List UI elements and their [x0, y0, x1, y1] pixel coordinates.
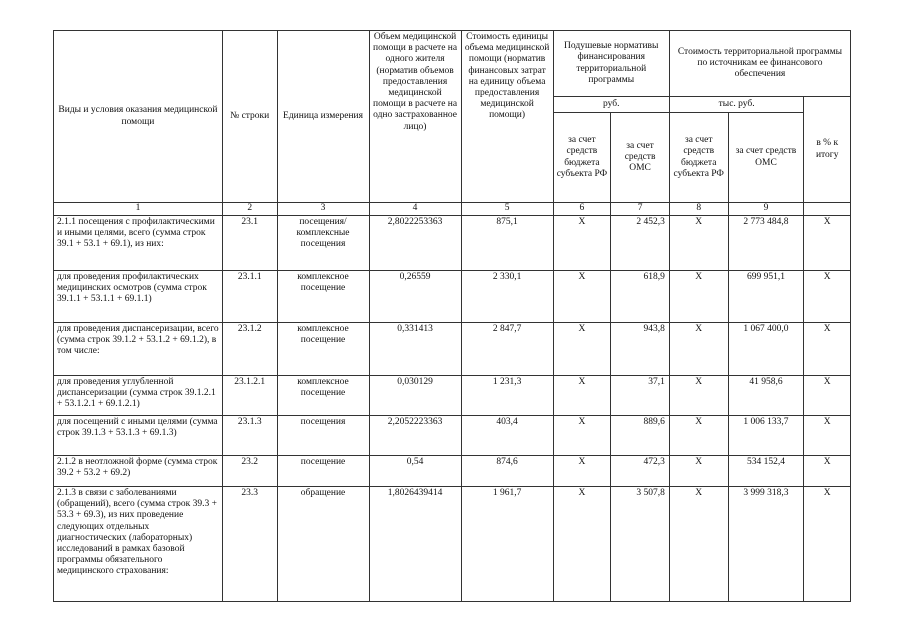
row-oms-thousand: 2 773 484,8 [728, 216, 804, 271]
column-number: 7 [611, 203, 670, 216]
row-budget-rub: Х [553, 216, 611, 271]
row-percent: Х [804, 416, 851, 456]
table-row [54, 487, 851, 602]
row-oms-rub: 618,9 [611, 271, 670, 323]
row-budget-rub: Х [553, 376, 611, 416]
header-unit-thousand-rub: тыс. руб. [669, 97, 804, 113]
row-unit-cost: 875,1 [461, 216, 553, 271]
column-number: 8 [669, 203, 728, 216]
row-oms-rub: 472,3 [611, 456, 670, 487]
row-oms-thousand: 699 951,1 [728, 271, 804, 323]
row-line-number: 23.1 [222, 216, 277, 271]
row-oms-thousand: 1 067 400,0 [728, 323, 804, 376]
header-oms-rub: за счет средств ОМС [611, 113, 670, 203]
header-row-no: № строки [222, 31, 277, 203]
row-volume: 2,2052223363 [369, 416, 461, 456]
row-percent: Х [804, 376, 851, 416]
header-budget-th: за счет средств бюджета субъекта РФ [669, 113, 728, 203]
row-oms-thousand: 3 999 318,3 [728, 487, 804, 602]
row-oms-rub: 889,6 [611, 416, 670, 456]
header-program-cost: Стоимость территориальной программы по источникам ее финансового обеспечения [669, 31, 850, 97]
row-unit: комплексное посещение [277, 376, 369, 416]
column-number: 6 [553, 203, 611, 216]
table-row [54, 376, 851, 416]
row-oms-rub: 37,1 [611, 376, 670, 416]
row-oms-rub: 3 507,8 [611, 487, 670, 602]
row-unit: комплексное посещение [277, 323, 369, 376]
row-percent: Х [804, 271, 851, 323]
table-body [54, 216, 851, 602]
row-name: для проведения углубленной диспансеризации (сумма строк 39.1.2.1 + 53.1.2.1 + 69.1.2.1) [54, 376, 223, 416]
table-row [54, 323, 851, 376]
header-budget-rub: за счет средств бюджета субъекта РФ [553, 113, 611, 203]
row-unit-cost: 2 330,1 [461, 271, 553, 323]
row-unit-cost: 1 231,3 [461, 376, 553, 416]
header-volume: Объем медицинской помощи в расчете на одного жителя (норматив объемов предоставления медицинской помощи в расчете на одно застрахованное лицо) [369, 31, 461, 203]
row-name: для посещений с иными целями (сумма строк 39.1.3 + 53.1.3 + 69.1.3) [54, 416, 223, 456]
row-unit: посещения [277, 416, 369, 456]
row-oms-thousand: 41 958,6 [728, 376, 804, 416]
row-oms-thousand: 534 152,4 [728, 456, 804, 487]
row-unit-cost: 403,4 [461, 416, 553, 456]
column-number: 2 [222, 203, 277, 216]
row-line-number: 23.3 [222, 487, 277, 602]
table-row [54, 271, 851, 323]
row-budget-thousand: Х [669, 456, 728, 487]
row-percent: Х [804, 323, 851, 376]
column-numbers-row [54, 203, 851, 216]
header-per-capita: Подушевые нормативы финансирования территориальной программы [553, 31, 669, 97]
row-budget-thousand: Х [669, 323, 728, 376]
row-volume: 0,030129 [369, 376, 461, 416]
row-budget-thousand: Х [669, 271, 728, 323]
row-volume: 1,8026439414 [369, 487, 461, 602]
column-number: 5 [461, 203, 553, 216]
table-row [54, 456, 851, 487]
row-oms-rub: 2 452,3 [611, 216, 670, 271]
row-percent: Х [804, 487, 851, 602]
row-unit-cost: 1 961,7 [461, 487, 553, 602]
row-line-number: 23.1.3 [222, 416, 277, 456]
row-budget-thousand: Х [669, 416, 728, 456]
row-oms-thousand: 1 006 133,7 [728, 416, 804, 456]
row-percent: Х [804, 456, 851, 487]
row-line-number: 23.2 [222, 456, 277, 487]
row-budget-thousand: Х [669, 216, 728, 271]
table-row [54, 416, 851, 456]
row-unit-cost: 874,6 [461, 456, 553, 487]
row-budget-rub: Х [553, 456, 611, 487]
header-oms-th: за счет средств ОМС [728, 113, 804, 203]
row-budget-thousand: Х [669, 376, 728, 416]
row-line-number: 23.1.1 [222, 271, 277, 323]
header-unit-rub: руб. [553, 97, 669, 113]
column-number: 3 [277, 203, 369, 216]
row-volume: 0,331413 [369, 323, 461, 376]
column-number: 9 [728, 203, 804, 216]
row-name: для проведения профилактических медицинских осмотров (сумма строк 39.1.1 + 53.1.1 + 69.1.1) [54, 271, 223, 323]
row-budget-rub: Х [553, 323, 611, 376]
row-line-number: 23.1.2.1 [222, 376, 277, 416]
header-unit: Единица измерения [277, 31, 369, 203]
header-types: Виды и условия оказания медицинской помощи [54, 31, 223, 203]
row-name: 2.1.3 в связи с заболеваниями (обращений), всего (сумма строк 39.3 + 53.3 + 69.3), из них проведение следующих отдельных диагностических (лабораторных) исследований в рамках базовой программы обязательного медицинского страхования: [54, 487, 223, 602]
column-number: 1 [54, 203, 223, 216]
row-volume: 0,26559 [369, 271, 461, 323]
row-name: 2.1.1 посещения с профилактическими и иными целями, всего (сумма строк 39.1 + 53.1 + 69.1), из них: [54, 216, 223, 271]
row-budget-rub: Х [553, 487, 611, 602]
row-budget-rub: Х [553, 416, 611, 456]
financing-table [53, 30, 851, 602]
column-number [804, 203, 851, 216]
row-name: 2.1.2 в неотложной форме (сумма строк 39.2 + 53.2 + 69.2) [54, 456, 223, 487]
row-volume: 2,8022253363 [369, 216, 461, 271]
row-unit-cost: 2 847,7 [461, 323, 553, 376]
row-unit: обращение [277, 487, 369, 602]
row-budget-thousand: Х [669, 487, 728, 602]
row-unit: посещения/ комплексные посещения [277, 216, 369, 271]
row-unit: комплексное посещение [277, 271, 369, 323]
row-volume: 0,54 [369, 456, 461, 487]
row-line-number: 23.1.2 [222, 323, 277, 376]
column-number: 4 [369, 203, 461, 216]
row-name: для проведения диспансеризации, всего (сумма строк 39.1.2 + 53.1.2 + 69.1.2), в том числе: [54, 323, 223, 376]
header-cost-unit: Стоимость единицы объема медицинской помощи (норматив финансовых затрат на единицу объема предоставления медицинской помощи) [461, 31, 553, 203]
row-unit: посещение [277, 456, 369, 487]
row-oms-rub: 943,8 [611, 323, 670, 376]
row-budget-rub: Х [553, 271, 611, 323]
header-percent: в % к итогу [804, 97, 851, 203]
table-row [54, 216, 851, 271]
row-percent: Х [804, 216, 851, 271]
